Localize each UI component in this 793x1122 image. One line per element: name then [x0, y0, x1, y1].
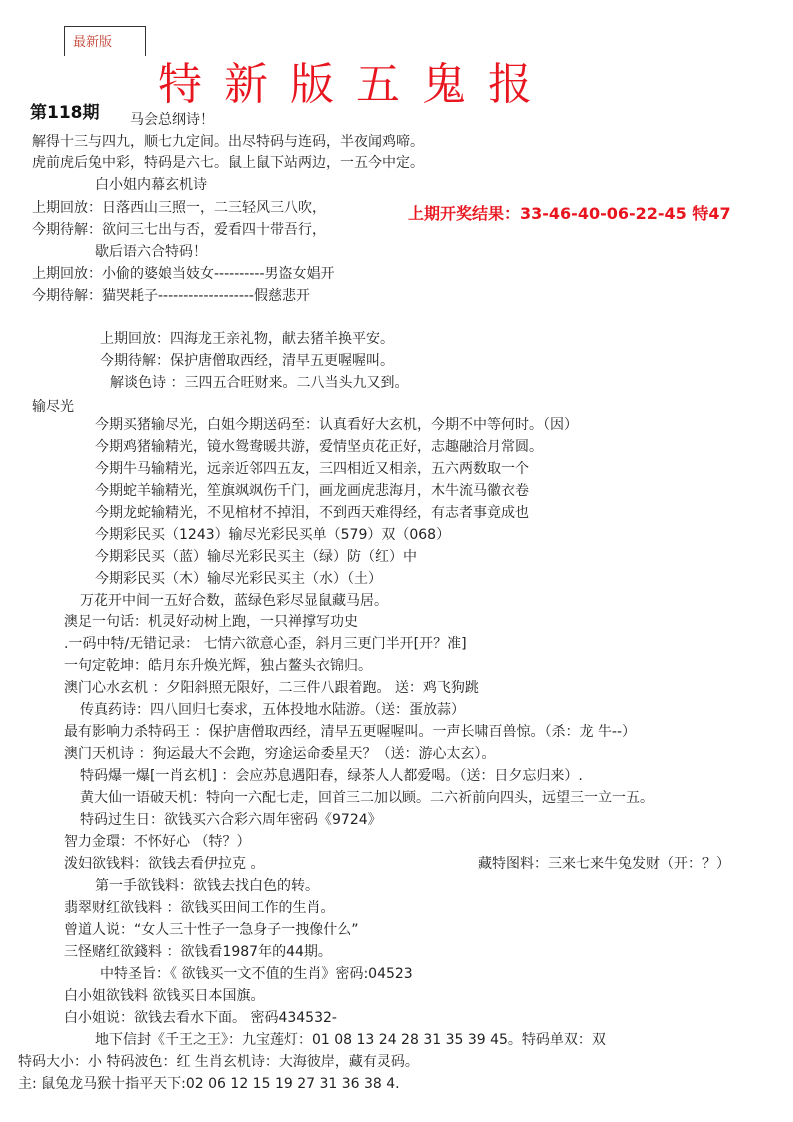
text-line: .一码中特/无错记录： 七情六欲意心歪，斜月三更门半开[开？准] [64, 636, 467, 652]
text-line: 传真药诗：四八回归七奏求，五体投地水陆游。（送：蛋放蒜） [80, 702, 465, 718]
text-line: 输尽光 [32, 399, 74, 415]
text-line: 主: 鼠兔龙马猴十指平天下:02 06 12 15 19 27 31 36 38 4. [18, 1076, 400, 1092]
text-line: 泼妇欲钱料：欲钱去看伊拉克 。 [64, 856, 265, 872]
text-line: 今期待解：猫哭耗子-------------------假慈悲开 [32, 288, 310, 304]
text-line: 今期龙蛇输精光，不见棺材不掉泪，不到西天难得经，有志者事竟成也 [95, 505, 529, 521]
last-draw-result: 上期开奖结果：33-46-40-06-22-45 特47 [408, 204, 731, 223]
text-line: 澳门心水玄机 ：夕阳斜照无限好，二三件八跟着跑。 送：鸡飞狗跳 [64, 680, 479, 696]
text-line: 澳门天机诗 ：狗运最大不会跑，穷途运命委星天？（送：游心太玄）。 [64, 746, 496, 762]
text-line: 上期回放：小偷的婆娘当妓女----------男盗女娼开 [32, 266, 335, 282]
text-line: 中特圣旨：《 欲钱买一文不值的生肖》密码:04523 [100, 966, 413, 982]
text-line: 虎前虎后兔中彩，特码是六七。鼠上鼠下站两边，一五今中定。 [32, 155, 424, 171]
text-line: 歇后语六合特码！ [95, 244, 207, 260]
text-line: 解得十三与四九，顺七九定间。出尽特码与连码，半夜闻鸡啼。 [32, 134, 424, 150]
latest-edition-badge: 最新版 [64, 26, 146, 56]
text-line: 今期牛马输精光，远亲近邻四五友，三四相近又相亲，五六两数取一个 [95, 461, 529, 477]
text-line: 白小姐说：欲钱去看水下面。 密码434532- [64, 1010, 337, 1026]
text-line: 今期彩民买（木）输尽光彩民买主（水）（土） [95, 571, 382, 587]
text-line: 上期回放：日落西山三照一，二三轻风三八吹， [32, 200, 326, 216]
text-line: 今期待解：保护唐僧取西经，清早五更喔喔叫。 [100, 353, 394, 369]
text-line: 智力金環：不怀好心 （特？） [64, 834, 251, 850]
text-line: 第一手欲钱料：欲钱去找白色的转。 [95, 878, 319, 894]
text-line: 今期买猪输尽光，白姐今期送码至：认真看好大玄机，今期不中等何时。（因） [95, 417, 578, 433]
issue-number: 第118期 [30, 103, 100, 123]
text-line: 藏特图料：三来七来牛兔发财（开：？） [478, 856, 730, 872]
text-line: 白小姐欲钱料 欲钱买日本国旗。 [64, 988, 265, 1004]
text-line: 地下信封《千王之王》：九宝莲灯：01 08 13 24 28 31 35 39 45。特码单双：双 [95, 1032, 606, 1048]
text-line: 白小姐内幕玄机诗 [95, 177, 207, 193]
text-line: 万花开中间一五好合数，蓝绿色彩尽显鼠藏马居。 [80, 593, 388, 609]
text-line: 一句定乾坤：皓月东升焕光辉，独占鳌头衣锦归。 [64, 658, 372, 674]
text-line: 今期蛇羊输精光，笙旗飒飒伤千门，画龙画虎悲海月，木牛流马徽衣卷 [95, 483, 529, 499]
text-line: 黄大仙一语破天机：特向一六配七走，回首三二加以顾。二六祈前向四头，远望三一立一五。 [80, 790, 654, 806]
text-line: 三怪赌红欲錢料 ：欲钱看1987年的44期。 [64, 944, 332, 960]
text-line: 上期回放：四海龙王亲礼物，献去猪羊换平安。 [100, 331, 394, 347]
text-line: 最有影响力杀特码王 ：保护唐僧取西经，清早五更喔喔叫。一声长啸百兽惊。（杀：龙 牛--） [64, 724, 637, 740]
text-line: 澳足一句话：机灵好动树上跑，一只禅撑写功史 [64, 614, 358, 630]
poem-title: 马会总纲诗！ [130, 112, 214, 128]
text-line: 今期彩民买（1243）输尽光彩民买单（579）双（068） [95, 527, 451, 543]
text-line: 解谈色诗 ：三四五合旺财来。二八当头九又到。 [110, 375, 409, 391]
text-line: 特码过生日：欲钱买六合彩六周年密码《9724》 [80, 812, 382, 828]
text-line: 今期鸡猪输精光，镜水鸳鸯暖共游，爱情坚贞花正好，志趣融洽月常圆。 [95, 439, 543, 455]
text-line: 今期彩民买（蓝）输尽光彩民买主（绿）防（红）中 [95, 549, 417, 565]
text-line: 今期待解：欲问三七出与否，爱看四十带吾行， [32, 222, 326, 238]
text-line: 翡翠财红欲钱料 ：欲钱买田间工作的生肖。 [64, 900, 335, 916]
text-line: 特码大小：小 特码波色：红 生肖玄机诗：大海彼岸，藏有灵码。 [18, 1054, 419, 1070]
text-line: 曾道人说：“女人三十性子一急身子一拽像什么” [64, 922, 359, 938]
page-title: 特新版五鬼报 [158, 59, 554, 110]
text-line: 特码爆一爆[一肖玄机] ：会应苏息遇阳春，绿茶人人都爱喝。（送：日夕忘归来）. [80, 768, 583, 784]
